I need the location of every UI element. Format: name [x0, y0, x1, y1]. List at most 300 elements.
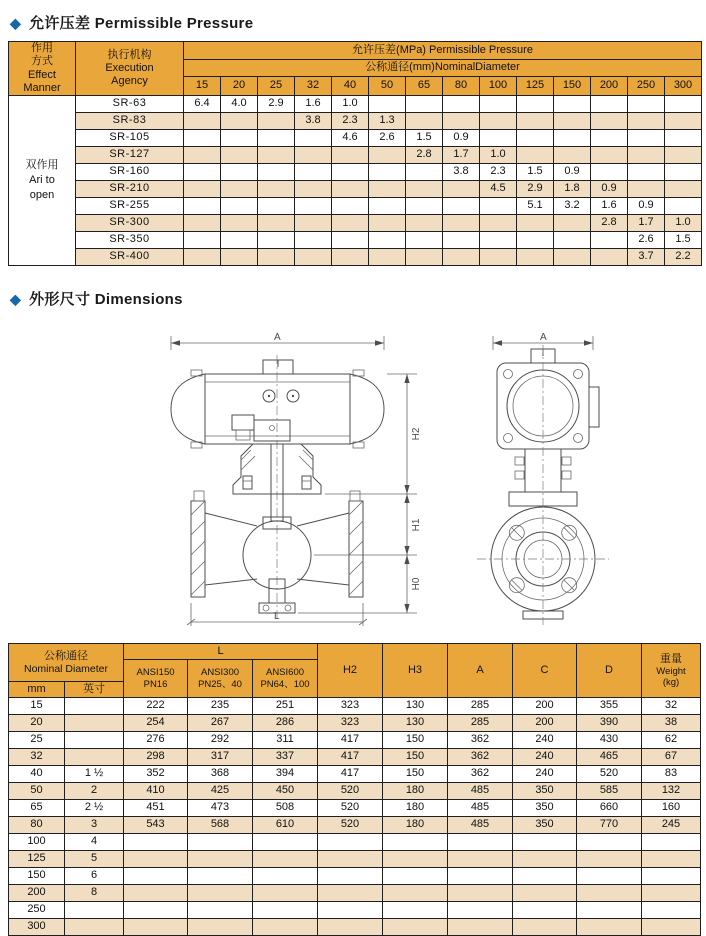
- pressure-table-row: [9, 130, 702, 147]
- pressure-value-cell: 1.5: [665, 232, 702, 249]
- diameter-column-header: 125: [517, 77, 554, 96]
- dimension-value-cell-d: 660: [577, 800, 642, 817]
- dim-label-a: A: [274, 332, 281, 343]
- dimension-value-cell-h3: 130: [383, 698, 448, 715]
- pressure-value-cell: [517, 232, 554, 249]
- dimension-value-cell-l150: [124, 834, 188, 851]
- pressure-value-cell: [554, 147, 591, 164]
- pressure-table-row: [9, 232, 702, 249]
- dimension-value-cell-inch: 3: [65, 817, 124, 834]
- dimension-value-cell-mm: 150: [9, 868, 65, 885]
- dimension-value-cell-mm: 40: [9, 766, 65, 783]
- pressure-value-cell: [295, 181, 332, 198]
- dimension-value-cell-l600: 610: [253, 817, 318, 834]
- dim-label-h2: H2: [411, 427, 422, 441]
- dimension-value-cell-l300: [188, 868, 253, 885]
- pressure-value-cell: [221, 113, 258, 130]
- dimension-value-cell-c: 350: [513, 817, 577, 834]
- dimension-value-cell-c: [513, 868, 577, 885]
- execution-agency-cell: SR-300: [76, 215, 184, 232]
- diameter-column-header: 20: [221, 77, 258, 96]
- dimension-value-cell-l300: [188, 919, 253, 936]
- pressure-value-cell: [258, 147, 295, 164]
- pressure-value-cell: [258, 198, 295, 215]
- effect-manner-line: 方式: [31, 55, 53, 68]
- pressure-value-cell: 2.8: [591, 215, 628, 232]
- pressure-value-cell: [591, 232, 628, 249]
- pressure-table-body: [9, 96, 702, 266]
- pressure-value-cell: 2.3: [480, 164, 517, 181]
- dimension-drawings: [0, 329, 706, 629]
- pressure-value-cell: [258, 249, 295, 266]
- dimension-value-cell-l600: [253, 919, 318, 936]
- dimensions-title: [10, 288, 706, 309]
- pressure-span-header: 允许压差(MPa) Permissible Pressure: [184, 42, 702, 60]
- dimension-value-cell-a: [448, 834, 513, 851]
- pressure-value-cell: 1.6: [591, 198, 628, 215]
- dimension-value-cell-d: [577, 834, 642, 851]
- pressure-value-cell: [665, 164, 702, 181]
- dimension-value-cell-h2: 417: [318, 766, 383, 783]
- dimension-value-cell-l300: [188, 834, 253, 851]
- dimension-value-cell-c: 240: [513, 749, 577, 766]
- dimension-value-cell-mm: 32: [9, 749, 65, 766]
- pressure-value-cell: [406, 232, 443, 249]
- dimension-value-cell-c: 200: [513, 715, 577, 732]
- execution-agency-cell: SR-105: [76, 130, 184, 147]
- pressure-value-cell: [443, 232, 480, 249]
- dimension-value-cell-l600: 337: [253, 749, 318, 766]
- nominal-diameter-span-header: 公称通径(mm)NominalDiameter: [184, 60, 702, 77]
- execution-agency-cell: SR-350: [76, 232, 184, 249]
- dimension-value-cell-inch: 6: [65, 868, 124, 885]
- dimension-value-cell-w: 83: [642, 766, 701, 783]
- dimension-value-cell-l300: 568: [188, 817, 253, 834]
- dimension-value-cell-l150: 298: [124, 749, 188, 766]
- dimension-value-cell-inch: [65, 919, 124, 936]
- nominal-diameter-line-en: Nominal Diameter: [23, 662, 109, 675]
- dimension-value-cell-l600: 286: [253, 715, 318, 732]
- dimension-value-cell-l150: 410: [124, 783, 188, 800]
- dimension-value-cell-d: 520: [577, 766, 642, 783]
- pressure-value-cell: [443, 181, 480, 198]
- pressure-table-row: [9, 113, 702, 130]
- pressure-value-cell: [295, 215, 332, 232]
- execution-agency-cell: SR-160: [76, 164, 184, 181]
- dimension-value-cell-inch: [65, 902, 124, 919]
- dimension-value-cell-h3: 150: [383, 749, 448, 766]
- pressure-value-cell: 4.5: [480, 181, 517, 198]
- dimension-value-cell-inch: 8: [65, 885, 124, 902]
- pressure-value-cell: [369, 164, 406, 181]
- dimension-value-cell-mm: 25: [9, 732, 65, 749]
- pressure-value-cell: [480, 232, 517, 249]
- weight-line-cn: 重量: [660, 652, 682, 665]
- dimension-value-cell-w: [642, 834, 701, 851]
- dimensions-table-row: [9, 902, 701, 919]
- dimension-value-cell-l150: [124, 885, 188, 902]
- pressure-value-cell: [406, 198, 443, 215]
- dimension-value-cell-a: 485: [448, 817, 513, 834]
- dimension-value-cell-l600: [253, 902, 318, 919]
- pressure-value-cell: [258, 232, 295, 249]
- pressure-value-cell: [184, 147, 221, 164]
- ansi600-line: ANSI600: [265, 667, 305, 679]
- weight-line-unit: (kg): [662, 677, 680, 689]
- pressure-value-cell: [480, 249, 517, 266]
- pressure-value-cell: [554, 215, 591, 232]
- dimension-value-cell-inch: 4: [65, 834, 124, 851]
- dimension-value-cell-h3: 180: [383, 800, 448, 817]
- dimension-value-cell-h3: [383, 834, 448, 851]
- dimensions-title-text: 外形尺寸 Dimensions: [29, 291, 183, 308]
- dimension-value-cell-mm: 80: [9, 817, 65, 834]
- weight-header: [642, 644, 701, 698]
- pressure-value-cell: [665, 147, 702, 164]
- ansi300-line: PN25、40: [198, 678, 242, 690]
- execution-agency-cell: SR-210: [76, 181, 184, 198]
- pressure-value-cell: 0.9: [628, 198, 665, 215]
- pressure-value-cell: 6.4: [184, 96, 221, 113]
- dimension-value-cell-inch: 5: [65, 851, 124, 868]
- dimension-value-cell-h2: 417: [318, 749, 383, 766]
- dimension-value-cell-l300: 317: [188, 749, 253, 766]
- pressure-value-cell: 3.8: [295, 113, 332, 130]
- pressure-value-cell: [221, 215, 258, 232]
- pressure-value-cell: [369, 249, 406, 266]
- dimension-value-cell-w: 160: [642, 800, 701, 817]
- pressure-value-cell: 1.7: [443, 147, 480, 164]
- d-header: D: [577, 644, 642, 698]
- pressure-value-cell: [221, 164, 258, 181]
- effect-manner-line: Effect: [28, 68, 56, 81]
- dimension-value-cell-d: [577, 851, 642, 868]
- pressure-value-cell: [295, 249, 332, 266]
- dim-label-h0: H0: [411, 577, 422, 591]
- pressure-value-cell: [332, 249, 369, 266]
- pressure-value-cell: 1.3: [369, 113, 406, 130]
- pressure-value-cell: 0.9: [443, 130, 480, 147]
- dimension-value-cell-d: 585: [577, 783, 642, 800]
- dimension-value-cell-c: 240: [513, 732, 577, 749]
- pressure-value-cell: [295, 130, 332, 147]
- diameter-column-header: 32: [295, 77, 332, 96]
- dimension-value-cell-h2: 520: [318, 817, 383, 834]
- pressure-value-cell: [295, 198, 332, 215]
- dimension-value-cell-l300: [188, 851, 253, 868]
- pressure-value-cell: 3.7: [628, 249, 665, 266]
- ansi300-line: ANSI300: [200, 667, 240, 679]
- dimension-value-cell-l150: 276: [124, 732, 188, 749]
- pressure-value-cell: [184, 232, 221, 249]
- pressure-value-cell: [591, 164, 628, 181]
- dimensions-table-row: [9, 715, 701, 732]
- dimension-value-cell-mm: 15: [9, 698, 65, 715]
- dimension-value-cell-l150: 543: [124, 817, 188, 834]
- dimension-value-cell-mm: 200: [9, 885, 65, 902]
- dimension-value-cell-w: [642, 868, 701, 885]
- pressure-value-cell: [184, 181, 221, 198]
- dimension-value-cell-h2: [318, 868, 383, 885]
- pressure-value-cell: [628, 130, 665, 147]
- pressure-value-cell: [554, 232, 591, 249]
- diameter-column-header: 65: [406, 77, 443, 96]
- diamond-bullet-icon: ◆: [10, 14, 22, 31]
- dimension-value-cell-w: [642, 851, 701, 868]
- dimension-value-cell-h2: [318, 902, 383, 919]
- pressure-table-row: [9, 164, 702, 181]
- pressure-value-cell: [332, 198, 369, 215]
- execution-agency-line: Execution: [105, 61, 154, 74]
- dimension-value-cell-w: 67: [642, 749, 701, 766]
- pressure-table-row: [9, 249, 702, 266]
- dimension-value-cell-c: 350: [513, 783, 577, 800]
- dimension-value-cell-l150: 222: [124, 698, 188, 715]
- pressure-value-cell: [591, 130, 628, 147]
- dimensions-table-row: [9, 868, 701, 885]
- dimension-value-cell-c: 240: [513, 766, 577, 783]
- dimensions-table-row: [9, 783, 701, 800]
- dimension-value-cell-a: 485: [448, 783, 513, 800]
- pressure-value-cell: 2.3: [332, 113, 369, 130]
- dimension-value-cell-h2: [318, 885, 383, 902]
- pressure-value-cell: [406, 215, 443, 232]
- dimension-value-cell-l600: [253, 834, 318, 851]
- pressure-value-cell: 1.5: [517, 164, 554, 181]
- pressure-value-cell: [591, 249, 628, 266]
- pressure-value-cell: 3.8: [443, 164, 480, 181]
- dimension-value-cell-h2: [318, 851, 383, 868]
- weight-line-en: Weight: [656, 665, 686, 677]
- diameter-column-header: 40: [332, 77, 369, 96]
- pressure-value-cell: [295, 147, 332, 164]
- dimension-value-cell-w: 245: [642, 817, 701, 834]
- dimension-value-cell-d: [577, 919, 642, 936]
- dimension-value-cell-a: [448, 851, 513, 868]
- pressure-value-cell: [369, 198, 406, 215]
- pressure-value-cell: [517, 130, 554, 147]
- dimension-value-cell-l600: 394: [253, 766, 318, 783]
- dimension-value-cell-l600: [253, 885, 318, 902]
- ansi150-line: PN16: [143, 678, 168, 690]
- pressure-value-cell: [332, 215, 369, 232]
- inch-header: 英寸: [65, 682, 124, 698]
- pressure-value-cell: [221, 232, 258, 249]
- dimension-value-cell-h3: [383, 902, 448, 919]
- pressure-value-cell: [332, 232, 369, 249]
- dimension-value-cell-a: [448, 902, 513, 919]
- pressure-value-cell: [554, 249, 591, 266]
- pressure-value-cell: [258, 164, 295, 181]
- pressure-value-cell: [443, 96, 480, 113]
- c-header: C: [513, 644, 577, 698]
- dimension-value-cell-l300: 368: [188, 766, 253, 783]
- pressure-value-cell: [406, 249, 443, 266]
- pressure-value-cell: [554, 113, 591, 130]
- dimension-value-cell-inch: [65, 715, 124, 732]
- pressure-table-row: [9, 215, 702, 232]
- dimension-value-cell-mm: 250: [9, 902, 65, 919]
- pressure-value-cell: [443, 215, 480, 232]
- nominal-diameter-line-cn: 公称通径: [44, 649, 88, 662]
- pressure-value-cell: 4.6: [332, 130, 369, 147]
- dimension-value-cell-d: 465: [577, 749, 642, 766]
- dimension-value-cell-d: [577, 902, 642, 919]
- dimension-value-cell-l150: 254: [124, 715, 188, 732]
- permissible-pressure-table: [8, 41, 702, 266]
- pressure-value-cell: 1.0: [332, 96, 369, 113]
- dimension-value-cell-c: [513, 851, 577, 868]
- pressure-value-cell: [369, 215, 406, 232]
- pressure-value-cell: [332, 147, 369, 164]
- h3-header: H3: [383, 644, 448, 698]
- pressure-value-cell: [665, 130, 702, 147]
- dimension-value-cell-l150: [124, 919, 188, 936]
- dimension-value-cell-mm: 50: [9, 783, 65, 800]
- dimension-value-cell-a: [448, 885, 513, 902]
- pressure-value-cell: [406, 113, 443, 130]
- dimension-value-cell-a: 362: [448, 732, 513, 749]
- pressure-value-cell: 4.0: [221, 96, 258, 113]
- dimension-value-cell-h3: [383, 868, 448, 885]
- dimension-value-cell-l300: 292: [188, 732, 253, 749]
- dimension-value-cell-mm: 300: [9, 919, 65, 936]
- dimension-value-cell-h2: 520: [318, 783, 383, 800]
- ansi150-header: [124, 660, 188, 698]
- diameter-column-header: 200: [591, 77, 628, 96]
- pressure-table-row: [9, 147, 702, 164]
- dimension-value-cell-w: [642, 885, 701, 902]
- nominal-diameter-header: [9, 644, 124, 682]
- dimension-value-cell-a: 285: [448, 698, 513, 715]
- dimension-value-cell-l300: 473: [188, 800, 253, 817]
- execution-agency-cell: SR-127: [76, 147, 184, 164]
- effect-manner-line: Manner: [23, 81, 61, 94]
- pressure-value-cell: [221, 130, 258, 147]
- dimension-value-cell-h3: 130: [383, 715, 448, 732]
- diameter-column-header: 15: [184, 77, 221, 96]
- pressure-value-cell: [406, 96, 443, 113]
- pressure-value-cell: [184, 215, 221, 232]
- pressure-value-cell: [184, 249, 221, 266]
- pressure-value-cell: 2.6: [369, 130, 406, 147]
- dimension-value-cell-h3: 180: [383, 817, 448, 834]
- pressure-value-cell: 3.2: [554, 198, 591, 215]
- pressure-value-cell: [184, 164, 221, 181]
- pressure-value-cell: [591, 96, 628, 113]
- pressure-table-row: [9, 181, 702, 198]
- dimensions-table-row: [9, 766, 701, 783]
- dimension-value-cell-inch: 2: [65, 783, 124, 800]
- dimension-value-cell-h2: 520: [318, 800, 383, 817]
- pressure-value-cell: [665, 198, 702, 215]
- dimensions-table-row: [9, 919, 701, 936]
- pressure-value-cell: 1.0: [480, 147, 517, 164]
- pressure-value-cell: [258, 181, 295, 198]
- dimension-value-cell-l150: [124, 851, 188, 868]
- pressure-value-cell: 2.9: [258, 96, 295, 113]
- pressure-value-cell: [554, 130, 591, 147]
- pressure-value-cell: [517, 113, 554, 130]
- dimension-value-cell-a: 285: [448, 715, 513, 732]
- dimension-value-cell-mm: 125: [9, 851, 65, 868]
- pressure-value-cell: [591, 113, 628, 130]
- pressure-value-cell: [443, 249, 480, 266]
- pressure-value-cell: [184, 113, 221, 130]
- pressure-value-cell: [665, 113, 702, 130]
- dimension-value-cell-a: [448, 919, 513, 936]
- execution-agency-header: [76, 42, 184, 96]
- pressure-value-cell: [480, 130, 517, 147]
- dimensions-table-row: [9, 885, 701, 902]
- execution-agency-cell: SR-83: [76, 113, 184, 130]
- dimensions-table-body: [9, 698, 701, 936]
- pressure-table-row: [9, 96, 702, 113]
- pressure-value-cell: [554, 96, 591, 113]
- pressure-value-cell: [258, 130, 295, 147]
- dimension-value-cell-a: 485: [448, 800, 513, 817]
- dimension-value-cell-h3: [383, 851, 448, 868]
- dimensions-table-row: [9, 749, 701, 766]
- dimension-value-cell-l150: [124, 902, 188, 919]
- pressure-value-cell: [295, 164, 332, 181]
- dimension-value-cell-h2: 417: [318, 732, 383, 749]
- dimension-value-cell-w: 132: [642, 783, 701, 800]
- dimension-value-cell-a: 362: [448, 749, 513, 766]
- dimension-value-cell-d: 390: [577, 715, 642, 732]
- pressure-value-cell: [591, 147, 628, 164]
- a-header: A: [448, 644, 513, 698]
- dimension-value-cell-l600: [253, 868, 318, 885]
- pressure-value-cell: [369, 232, 406, 249]
- dim-label-h1: H1: [411, 518, 422, 532]
- ansi300-header: [188, 660, 253, 698]
- pressure-value-cell: [480, 96, 517, 113]
- ansi600-line: PN64、100: [260, 678, 310, 690]
- pressure-value-cell: [665, 96, 702, 113]
- pressure-value-cell: [628, 96, 665, 113]
- pressure-value-cell: [480, 198, 517, 215]
- pressure-value-cell: [517, 96, 554, 113]
- dimension-value-cell-c: [513, 885, 577, 902]
- diameter-column-header: 300: [665, 77, 702, 96]
- pressure-value-cell: 2.9: [517, 181, 554, 198]
- dimension-value-cell-w: 62: [642, 732, 701, 749]
- pressure-value-cell: [628, 113, 665, 130]
- dimension-value-cell-a: [448, 868, 513, 885]
- dimension-value-cell-l150: 451: [124, 800, 188, 817]
- dimension-value-cell-d: 430: [577, 732, 642, 749]
- execution-agency-cell: SR-63: [76, 96, 184, 113]
- dimension-value-cell-l150: 352: [124, 766, 188, 783]
- pressure-value-cell: [258, 113, 295, 130]
- pressure-value-cell: [406, 164, 443, 181]
- dimension-value-cell-mm: 20: [9, 715, 65, 732]
- pressure-value-cell: [517, 147, 554, 164]
- pressure-value-cell: [628, 147, 665, 164]
- pressure-value-cell: [221, 249, 258, 266]
- dimension-value-cell-h2: [318, 919, 383, 936]
- effect-manner-group-cell: 双作用 Ari to open: [9, 96, 76, 266]
- dimension-value-cell-inch: [65, 749, 124, 766]
- pressure-value-cell: 5.1: [517, 198, 554, 215]
- dimension-value-cell-inch: 2 ½: [65, 800, 124, 817]
- dimension-value-cell-h3: 150: [383, 766, 448, 783]
- dimension-value-cell-w: [642, 902, 701, 919]
- pressure-value-cell: 2.6: [628, 232, 665, 249]
- dimension-value-cell-d: [577, 868, 642, 885]
- dimension-value-cell-l600: 251: [253, 698, 318, 715]
